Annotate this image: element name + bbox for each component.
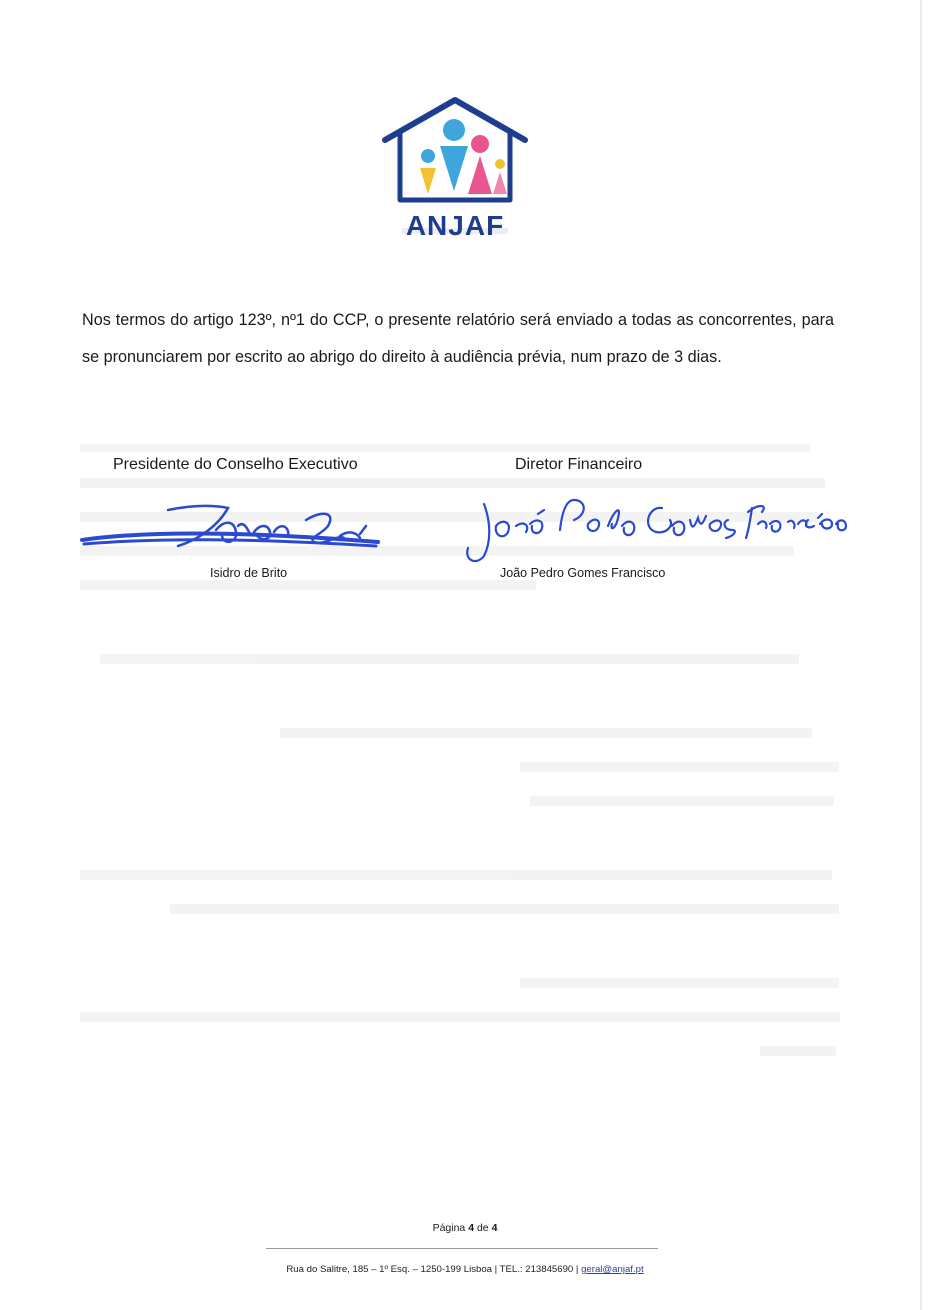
signatory-title-left: Presidente do Conselho Executivo [113, 456, 358, 473]
footer-address-text: Rua do Salitre, 185 – 1º Esq. – 1250-199 Lisboa | TEL.: 213845690 | [286, 1264, 582, 1275]
signatory-name-left: Isidro de Brito [210, 566, 288, 580]
body-paragraph: Nos termos do artigo 123º, nº1 do CCP, o presente relatório será enviado a todas as concorrentes, para se pronunciarem por escrito ao abrigo do direito à audiência prévia, num prazo de 3 dias. [82, 311, 834, 366]
signature-left [78, 496, 388, 562]
page-total: 4 [491, 1222, 498, 1234]
footer-address [0, 1264, 930, 1275]
page-current: 4 [468, 1222, 475, 1234]
page-prefix: Página [432, 1222, 469, 1234]
footer-email-link[interactable]: geral@anjaf.pt [581, 1264, 644, 1275]
footer-divider [266, 1248, 658, 1249]
signature-right [462, 490, 852, 570]
page-number [0, 1222, 930, 1234]
scan-edge [920, 0, 922, 1310]
page-sep: de [474, 1222, 492, 1234]
logo-wordmark: ANJAF [405, 210, 505, 241]
signatory-name-right: João Pedro Gomes Francisco [500, 566, 666, 580]
signatory-title-right: Diretor Financeiro [515, 456, 643, 473]
